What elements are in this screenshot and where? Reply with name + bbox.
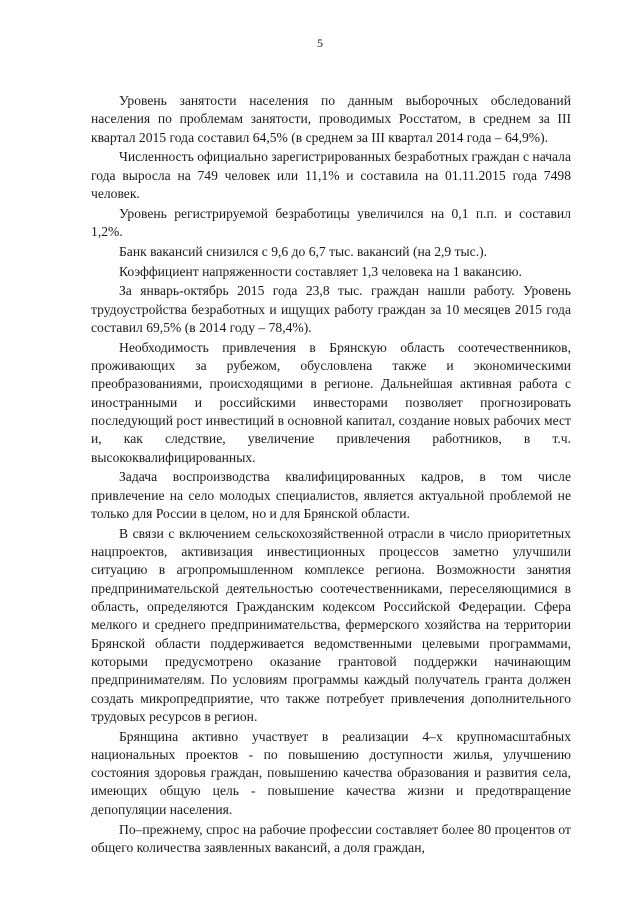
- paragraph-national-projects: Брянщина активно участвует в реализации 4–х крупномасштабных национальных проектов - по повышению доступности жилья, улучшению состояния здоровья граждан, повышению качества образования и развития села, имеющих общую цель - повышение качества жизни и предотвращение депопуляции населения.: [91, 728, 571, 817]
- paragraph-employment-level: Уровень занятости населения по данным выборочных обследований населения по проблемам занятости, проводимых Росстатом, в среднем за III квартал 2015 года составил 64,5% (в среднем за III квартал 2014 года – 64,9%).: [91, 93, 571, 145]
- paragraph-agriculture: В связи с включением сельскохозяйственной отрасли в число приоритетных нацпроектов, активизация инвестиционных процессов заметно улучшили ситуацию в агропромышленном комплексе региона. Возможности занятия предпринимательской деятельностью соотечественниками, переселяющимися в область, определяются Гражданским кодексом Российской Федерации. Сфера мелкого и среднего предпринимательства, фермерского хозяйства на территории Брянской области поддерживается ведомственными целевыми программами, которыми предусмотрено оказание грантовой поддержки начинающим предпринимателям. По условиям программы каждый получатель гранта должен создать микропредприятие, что также потребует привлечения дополнительного трудовых ресурсов в регион.: [91, 525, 571, 724]
- paragraph-unemployment-rate: Уровень регистрируемой безработицы увеличился на 0,1 п.п. и составил 1,2%.: [91, 205, 571, 240]
- paragraph-vacancy-bank: Банк вакансий снизился с 9,6 до 6,7 тыс. вакансий (на 2,9 тыс.).: [119, 243, 488, 259]
- paragraph-working-professions: По–прежнему, спрос на рабочие профессии составляет более 80 процентов от общего количества заявленных вакансий, а доля граждан,: [91, 821, 571, 855]
- paragraph-employment-results: За январь-октябрь 2015 года 23,8 тыс. граждан нашли работу. Уровень трудоустройства безработных и ищущих работу граждан за 10 месяцев 2015 года составил 69,5% (в 2014 году – 78,4%).: [91, 283, 571, 336]
- paragraph-registered-unemployed: Численность официально зарегистрированных безработных граждан с начала года выросла на 749 человек или 11,1% и составила на 01.11.2015 года 7498 человек.: [91, 149, 571, 201]
- paragraph-tension-coefficient: Коэффициент напряженности составляет 1,3 человека на 1 вакансию.: [119, 263, 522, 279]
- paragraph-qualified-personnel: Задача воспроизводства квалифицированных кадров, в том числе привлечение на село молодых специалистов, является актуальной проблемой не только для России в целом, но и для Брянской области.: [91, 469, 571, 522]
- document-body: [91, 92, 571, 859]
- paragraph-compatriots: Необходимость привлечения в Брянскую область соотечественников, проживающих за рубежом, обусловлена также и экономическими преобразованиями, происходящими в регионе. Дальнейшая активная работа с иностранными и российскими инвесторами позволяет прогнозировать последующий рост инвестиций в основной капитал, создание новых рабочих мест и, как следствие, увеличение привлечения работников, в т.ч. высококвалифицированных.: [91, 339, 571, 465]
- page-number: 5: [317, 36, 323, 50]
